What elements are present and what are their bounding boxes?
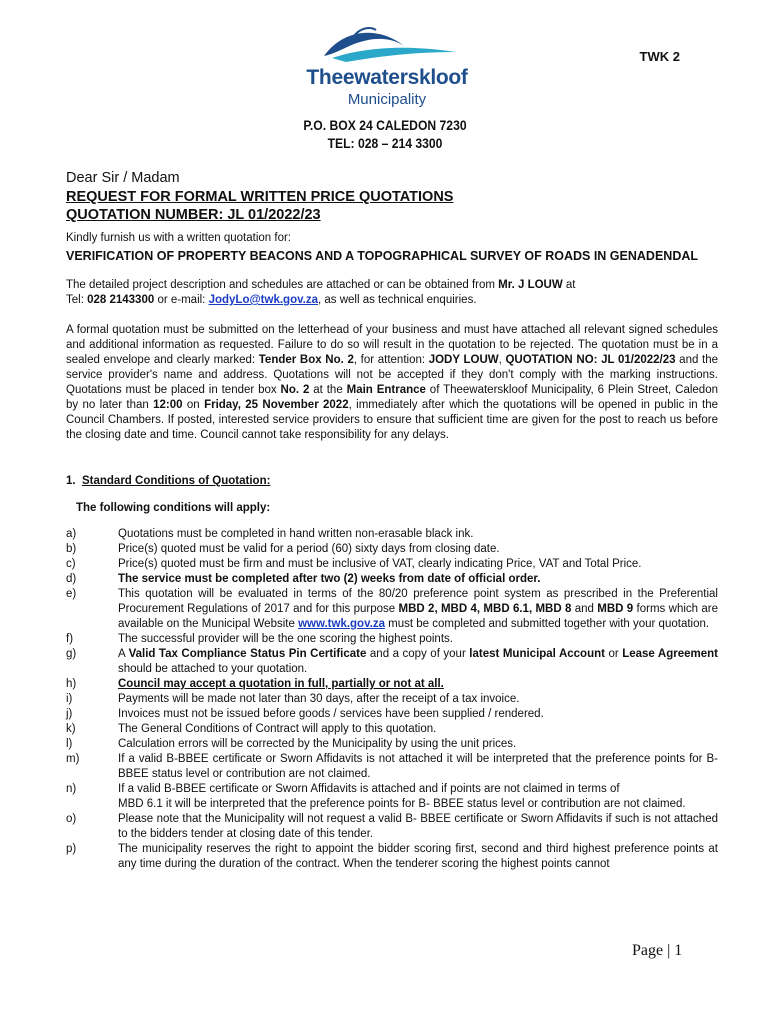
conditions-intro: The following conditions will apply: — [76, 502, 271, 514]
list-item: e) This quotation will be evaluated in terms of the 80/20 preference point system as prescribed in the Preferential Procurement Regulations of 2017 and for this purpose MBD 2, MBD 4, MBD 6.1, MBD 8 and MBD 9 forms which are available on the Municipal Website www.twk.gov.za must be completed and submitted together with your quotation. — [66, 588, 719, 630]
submission-paragraph: A formal quotation must be submitted on the letterhead of your business and must have attached all relevant signed schedules and additional information as requested. Failure to do so will result in the quotation to be rejected. The quotation must be in a sealed envelope and clearly marked: Tender Box No. 2, for attention: JODY LOUW, QUOTATION NO: JL 01/2022/23 and the service provider's name and address. Quotations will not be accepted if they don't comply with the marking instructions. Quotations must be placed in tender box No. 2 at the Main Entrance of Theewaterskloof Municipality, 6 Plein Street, Caledon by no later than 12:00 on Friday, 25 November 2022, immediately after which the quotations will be opened in public in the Council Chambers. If posted, interested service providers to ensure that sufficient time are given for the post to reach us before the closing date and time. Council cannot take responsibility for any delays. — [66, 324, 718, 441]
list-item: m) If a valid B-BBEE certificate or Sworn Affidavits is not attached it will be interpreted that the preference points for B- BBEE status level or contribution are not claimed. — [66, 753, 718, 780]
municipality-logo — [284, 22, 474, 112]
quotation-number: QUOTATION NUMBER: JL 01/2022/23 — [66, 207, 321, 223]
telephone-line: TEL: 028 – 214 3300 — [327, 136, 443, 151]
page-number: Page | 1 — [632, 942, 683, 959]
list-item: c) Price(s) quoted must be firm and must be inclusive of VAT, clearly indicating Price, VAT and Total Price. — [66, 558, 642, 570]
conditions-list — [66, 527, 718, 872]
document-reference: TWK 2 — [639, 49, 680, 64]
list-item: p) The municipality reserves the right to appoint the bidder scoring first, second and third highest preference points at any time during the duration of the contract. When the tenderer scoring the highest points cannot — [66, 843, 718, 870]
list-item: o) Please note that the Municipality will not request a valid B- BBEE certificate or Sworn Affidavits if such is not attached to the bidders tender at closing date of this tender. — [66, 813, 718, 840]
greeting: Dear Sir / Madam — [66, 170, 180, 186]
list-item: b) Price(s) quoted must be valid for a period (60) sixty days from closing date. — [66, 543, 500, 555]
list-item: n) If a valid B-BBEE certificate or Sworn Affidavits is attached and if points are not claimed in terms of MBD 6.1 it will be interpreted that the preference points for B- BBEE status level or contribution are not claimed. — [66, 783, 686, 810]
website-link[interactable]: www.twk.gov.za — [298, 618, 385, 630]
email-link[interactable]: JodyLo@twk.gov.za — [208, 294, 318, 306]
logo-name: Theewaterskloof — [306, 66, 468, 89]
list-item: h) Council may accept a quotation in full, partially or not at all. — [66, 678, 444, 690]
section-heading: 1. Standard Conditions of Quotation: — [66, 475, 271, 487]
project-title: VERIFICATION OF PROPERTY BEACONS AND A TOPOGRAPHICAL SURVEY OF ROADS IN GENADENDAL — [66, 249, 699, 263]
letter-title: REQUEST FOR FORMAL WRITTEN PRICE QUOTATIONS — [66, 189, 454, 205]
list-item: f) The successful provider will be the one scoring the highest points. — [66, 633, 453, 645]
logo-wave-icon — [284, 22, 474, 72]
details-paragraph: The detailed project description and schedules are attached or can be obtained from Mr. J LOUW at Tel: 028 2143300 or e-mail: JodyLo@twk.gov.za, as well as technical enquiries. — [66, 279, 576, 306]
intro-text: Kindly furnish us with a written quotation for: — [66, 232, 292, 244]
logo-subtitle: Municipality — [347, 91, 427, 108]
list-item: k) The General Conditions of Contract will apply to this quotation. — [66, 723, 437, 735]
list-item: l) Calculation errors will be corrected by the Municipality by using the unit prices. — [66, 738, 517, 750]
list-item: i) Payments will be made not later than 30 days, after the receipt of a tax invoice. — [66, 693, 520, 705]
list-item: a) Quotations must be completed in hand written non-erasable black ink. — [66, 528, 474, 540]
letter-body — [66, 170, 718, 872]
postal-address: P.O. BOX 24 CALEDON 7230 — [303, 118, 467, 133]
list-item: j) Invoices must not be issued before goods / services have been supplied / rendered. — [66, 708, 544, 720]
list-item: g) A Valid Tax Compliance Status Pin Certificate and a copy of your latest Municipal Account or Lease Agreement should be attached to your quotation. — [66, 648, 718, 675]
list-item: d) The service must be completed after two (2) weeks from date of official order. — [66, 573, 541, 585]
